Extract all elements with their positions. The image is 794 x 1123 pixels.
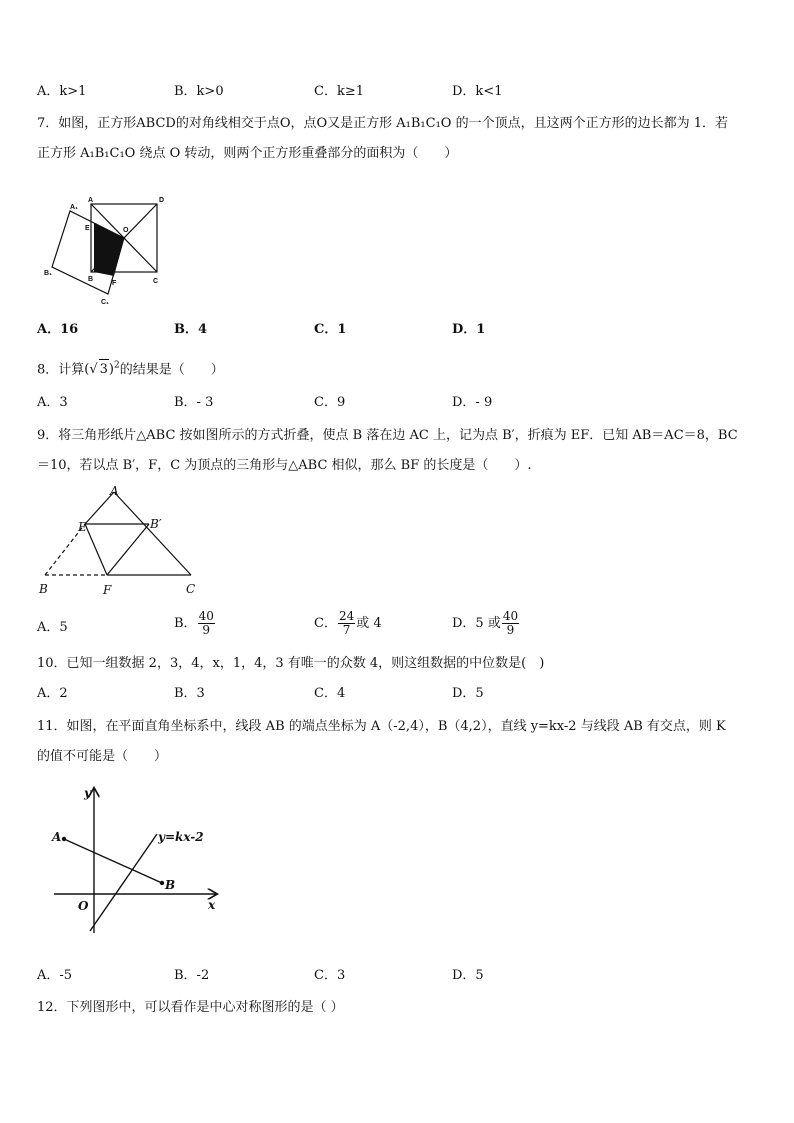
q9-label-c: C — [186, 582, 196, 596]
q7-label-f: F — [112, 280, 117, 287]
q11-label-b: B — [165, 878, 176, 892]
q8-text — [37, 356, 757, 380]
q8-option-a[interactable]: A．3 — [37, 395, 68, 410]
q11-segment-ab — [64, 839, 162, 883]
q9-option-d[interactable] — [452, 610, 520, 637]
q7-overlap-region — [94, 223, 124, 276]
q9-option-b-fraction — [198, 610, 215, 637]
q7-text-line2: 正方形 A₁B₁C₁O 绕点 O 转动，则两个正方形重叠部分的面积为（ ） — [37, 146, 458, 161]
q9-crease-ef — [85, 524, 107, 575]
q8-prefix: 8．计算 — [37, 362, 85, 378]
q9-label-f: F — [103, 583, 112, 597]
q10-option-a[interactable]: A．2 — [37, 686, 68, 701]
q7-label-b1: B₁ — [44, 270, 52, 277]
q9-option-a[interactable]: A．5 — [37, 620, 68, 635]
q11-label-line: y=kx-2 — [158, 830, 204, 844]
q6-option-d[interactable]: D．k<1 — [452, 84, 503, 99]
q8-options — [37, 393, 757, 413]
q11-label-x: x — [208, 898, 216, 912]
q9-option-b[interactable] — [174, 610, 216, 637]
q10-options — [37, 684, 757, 704]
q7-option-b[interactable]: B．4 — [174, 322, 208, 337]
q11-option-b[interactable]: B．-2 — [174, 968, 210, 983]
q11-label-a: A — [52, 830, 62, 844]
q9-label-b: B — [39, 582, 48, 596]
q8-option-d[interactable]: D．- 9 — [452, 395, 493, 410]
q7-text-line1: 7．如图，正方形ABCD的对角线相交于点O，点O又是正方形 A₁B₁C₁O 的一个顶点，且这两个正方形的边长都为 1．若 — [37, 116, 728, 131]
q9-option-c-denominator: 7 — [342, 623, 351, 637]
q11-option-a[interactable]: A．-5 — [37, 968, 73, 983]
q6-options — [37, 82, 757, 102]
q9-text-line2: ＝10，若以点 B′，F，C 为顶点的三角形与△ABC 相似，那么 BF 的长度是（ ）. — [37, 458, 532, 473]
q7-label-c1: C₁ — [101, 299, 109, 306]
q9-label-b1: B′ — [150, 517, 162, 531]
q7-figure — [38, 192, 178, 310]
q10-option-c[interactable]: C．4 — [314, 686, 346, 701]
q9-option-d-fraction — [502, 610, 519, 637]
q9-option-d-denominator: 9 — [506, 623, 515, 637]
q7-option-d[interactable]: D．1 — [452, 322, 486, 337]
q9-figure — [34, 486, 214, 600]
q8-option-b[interactable]: B．- 3 — [174, 395, 214, 410]
q7-label-a: A — [88, 197, 94, 204]
q7-label-a1: A₁ — [70, 204, 78, 211]
q11-label-o: O — [78, 899, 89, 913]
q7-option-c[interactable]: C．1 — [314, 322, 347, 337]
q9-segment-b1f — [107, 524, 149, 575]
q7-label-c: C — [153, 278, 159, 285]
q11-text-line2: 的值不可能是（ ） — [37, 749, 168, 764]
q6-option-b[interactable]: B．k>0 — [174, 84, 224, 99]
q8-radicand: 3 — [99, 359, 109, 380]
q8-power: 2 — [114, 361, 120, 371]
q10-text: 10．已知一组数据 2，3，4，x，1，4，3 有唯一的众数 4，则这组数据的中位数是( ) — [37, 656, 545, 671]
q11-point-b — [160, 881, 164, 885]
q11-label-y: y — [84, 786, 91, 800]
q6-option-c[interactable]: C．k≥1 — [314, 84, 364, 99]
q11-line-kx-2 — [90, 834, 157, 931]
q7-label-d: D — [159, 197, 165, 204]
q7-option-a[interactable]: A．16 — [37, 322, 79, 337]
q11-option-d[interactable]: D．5 — [452, 968, 484, 983]
q11-figure — [46, 783, 226, 935]
q9-option-c-suffix: 或 4 — [356, 616, 382, 631]
q9-option-b-denominator: 9 — [202, 623, 211, 637]
q8-expression: (√ 3)$^2$ — [84, 362, 119, 377]
q11-option-c[interactable]: C．3 — [314, 968, 346, 983]
q9-option-b-label: B． — [174, 616, 197, 631]
q11-options — [37, 966, 757, 986]
q9-option-c-label: C． — [314, 616, 337, 631]
q9-option-c-fraction — [338, 610, 355, 637]
q9-option-c-numerator: 24 — [338, 609, 355, 623]
q9-option-b-numerator: 40 — [198, 609, 214, 623]
q9-side-ac — [114, 492, 191, 575]
q9-option-c[interactable] — [314, 610, 382, 637]
q9-option-d-numerator: 40 — [502, 609, 519, 623]
q11-text-line1: 11．如图，在平面直角坐标系中，线段 AB 的端点坐标为 A（-2,4），B（4,2），直线 y=kx-2 与线段 AB 有交点，则 K — [37, 719, 726, 734]
q9-label-a: A — [110, 486, 119, 498]
q9-options — [37, 609, 757, 646]
q10-option-d[interactable]: D．5 — [452, 686, 484, 701]
q9-text-line1: 9．将三角形纸片△ABC 按如图所示的方式折叠，使点 B 落在边 AC 上，记为点 B′，折痕为 EF．已知 AB＝AC＝8，BC — [37, 428, 738, 443]
q9-option-d-label: D．5 或 — [452, 616, 501, 631]
q11-point-a — [62, 837, 66, 841]
q12-text: 12．下列图形中，可以看作是中心对称图形的是（ ） — [37, 1000, 344, 1015]
q8-option-c[interactable]: C．9 — [314, 395, 346, 410]
q8-suffix: 的结果是（ ） — [119, 362, 224, 378]
q6-option-a[interactable]: A．k>1 — [37, 84, 87, 99]
q9-label-e: E — [78, 520, 87, 534]
q7-label-e: E — [85, 225, 90, 232]
q7-options — [37, 320, 757, 340]
q7-label-o: O — [123, 227, 129, 234]
q7-label-b: B — [88, 276, 94, 283]
q10-option-b[interactable]: B．3 — [174, 686, 205, 701]
